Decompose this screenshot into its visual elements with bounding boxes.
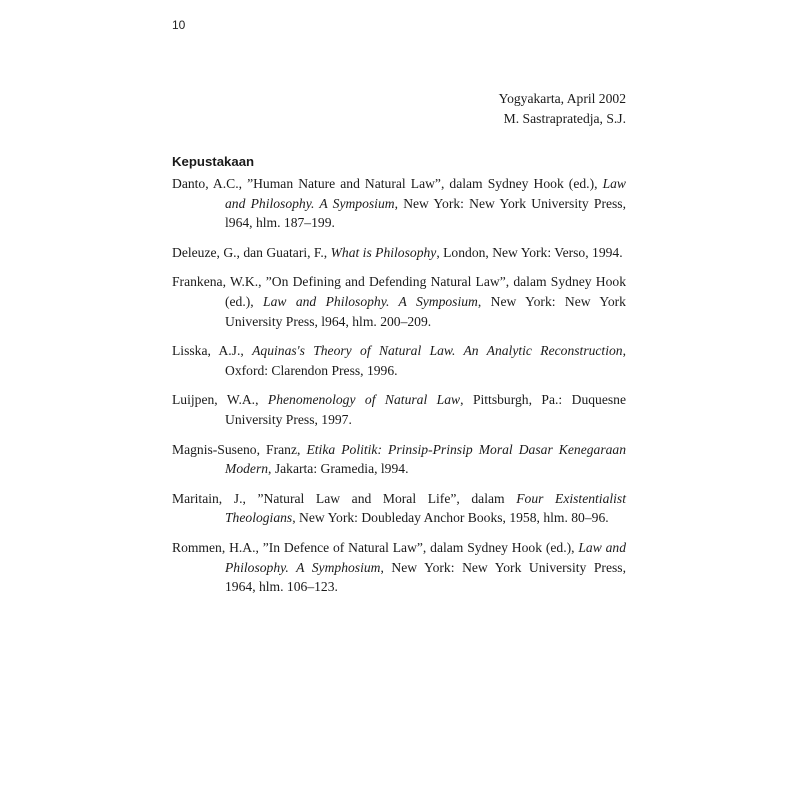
entry-author-part: Maritain, J., ”Natural Law and Moral Life”, dalam bbox=[172, 490, 517, 506]
bibliography-entry bbox=[172, 243, 626, 263]
bibliography-entry bbox=[172, 489, 626, 528]
bibliography-entry bbox=[172, 440, 626, 479]
entry-publication-part: , Oxford: Clarendon Press, 1996. bbox=[225, 343, 626, 378]
signature-author: M. Sastrapratedja, S.J. bbox=[503, 110, 626, 126]
signature-block bbox=[499, 89, 626, 128]
signature-place-date: Yogyakarta, April 2002 bbox=[498, 91, 626, 106]
bibliography-list bbox=[172, 174, 626, 607]
entry-publication-part: , London, New York: Verso, 1994. bbox=[436, 244, 623, 260]
bibliography-entry bbox=[172, 174, 626, 233]
entry-title: Etika Politik: Prinsip-Prinsip Moral Dasar Kenegaraan Modern bbox=[225, 441, 627, 477]
entry-title: Law and Philosophy. A Symphosium bbox=[225, 539, 627, 575]
entry-publication-part: , Jakarta: Gramedia, l994. bbox=[268, 461, 409, 477]
bibliography-entry bbox=[172, 390, 626, 429]
entry-title: What is Philosophy bbox=[330, 244, 437, 260]
entry-author-part: Danto, A.C., ”Human Nature and Natural Law”, dalam Sydney Hook (ed.), bbox=[172, 176, 603, 191]
entry-title: Law and Philosophy. A Symposium bbox=[263, 293, 478, 309]
bibliography-entry bbox=[172, 538, 626, 597]
entry-author-part: Rommen, H.A., ”In Defence of Natural Law”, dalam Sydney Hook (ed.), bbox=[172, 539, 579, 555]
entry-author-part: Deleuze, G., dan Guatari, F., bbox=[172, 244, 331, 260]
entry-publication-part: , New York: Doubleday Anchor Books, 1958, hlm. 80–96. bbox=[292, 510, 609, 526]
page-number: 10 bbox=[172, 18, 186, 32]
entry-author-part: Magnis-Suseno, Franz, bbox=[172, 441, 307, 457]
entry-title: Phenomenology of Natural Law bbox=[267, 392, 461, 408]
entry-title: Four Existentialist Theologians bbox=[225, 490, 626, 526]
entry-publication-part: , New York: New York University Press, l964, hlm. 200–209. bbox=[225, 293, 626, 329]
bibliography-heading: Kepustakaan bbox=[172, 154, 255, 169]
bibliography-entry bbox=[172, 272, 626, 331]
entry-title: Law and Philosophy. A Symposium bbox=[225, 176, 626, 211]
entry-publication-part: , Pittsburgh, Pa.: Duquesne University Press, 1997. bbox=[225, 392, 626, 427]
entry-author-part: Frankena, W.K., ”On Defining and Defending Natural Law”, dalam Sydney Hook (ed.), bbox=[172, 274, 626, 309]
entry-publication-part: , New York: New York University Press, 1964, hlm. 106–123. bbox=[225, 559, 626, 595]
entry-title: Aquinas's Theory of Natural Law. An Analytic Reconstruction bbox=[252, 343, 623, 359]
bibliography-entry bbox=[172, 341, 626, 380]
entry-publication-part: , New York: New York University Press, l964, hlm. 187–199. bbox=[225, 195, 626, 231]
entry-author-part: Lisska, A.J., bbox=[172, 343, 253, 359]
entry-author-part: Luijpen, W.A., bbox=[172, 392, 268, 408]
